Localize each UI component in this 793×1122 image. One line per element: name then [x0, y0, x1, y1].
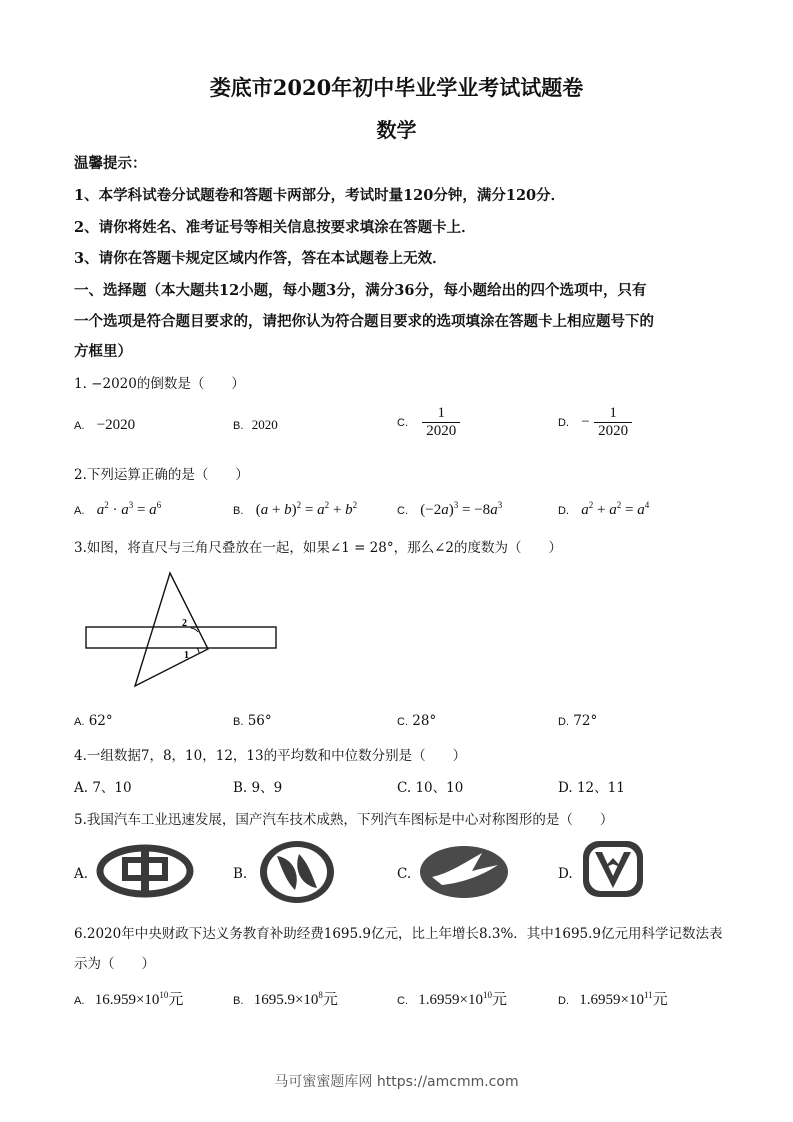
q5-option-c-label[interactable]: C. [397, 866, 412, 882]
question-6-stem-line2: 示为（ ） [74, 956, 155, 972]
q3-option-d[interactable] [558, 713, 597, 729]
option-letter: A. [74, 780, 89, 796]
question-4-stem: 4.一组数据7，8，10，12，13的平均数和中位数分别是（ ） [74, 748, 467, 764]
triangle-shape [135, 573, 208, 686]
q4-option-a[interactable] [74, 776, 132, 796]
sci-base: 1.6959×10 [579, 992, 645, 1008]
q5-option-d-label[interactable]: D. [558, 866, 573, 882]
unit: 元 [652, 992, 668, 1008]
numerator: 1 [609, 405, 617, 421]
sci-exponent: 11 [644, 990, 653, 1000]
option-value [418, 992, 507, 1008]
q2-option-c[interactable] [397, 500, 502, 519]
q1-option-c[interactable] [397, 405, 460, 440]
option-letter: D. [558, 716, 569, 728]
notice-heading: 温馨提示： [74, 155, 147, 172]
option-letter: A. [74, 505, 85, 517]
sci-base: 1695.9×10 [253, 992, 319, 1008]
option-letter: B. [233, 995, 244, 1007]
question-3-stem: 3.如图，将直尺与三角尺叠放在一起，如果∠1 = 28°，那么∠2的度数为（ ） [74, 540, 563, 556]
option-value: 28° [412, 713, 437, 729]
option-value [254, 992, 338, 1008]
footer-watermark[interactable]: 马可蜜蜜题库网 https://amcmm.com [274, 1074, 519, 1090]
option-letter: B. [233, 716, 244, 728]
q1-option-b[interactable] [233, 417, 278, 433]
notice-item: 3、请你在答题卡规定区域内作答，答在本试题卷上无效． [74, 250, 447, 267]
option-letter: C. [397, 995, 408, 1007]
fraction [594, 405, 632, 440]
sci-exponent: 10 [159, 990, 169, 1000]
fraction [422, 405, 460, 440]
option-letter: B. [233, 505, 244, 517]
q6-option-c[interactable] [397, 988, 507, 1009]
option-value: 12、11 [576, 780, 625, 796]
q5-option-a-label[interactable]: A. [74, 866, 89, 882]
option-letter: C. [397, 716, 408, 728]
q4-option-b[interactable] [233, 776, 282, 796]
option-letter: A. [74, 995, 85, 1007]
angle-2-arc [191, 628, 198, 632]
denominator: 2020 [594, 422, 632, 440]
sci-base: 16.959×10 [94, 992, 160, 1008]
question-2-stem: 2.下列运算正确的是（ ） [74, 467, 249, 483]
option-letter: D. [558, 995, 569, 1007]
changhe-logo-icon [416, 843, 512, 901]
option-letter: C. [397, 780, 412, 796]
q6-option-d[interactable] [558, 988, 668, 1009]
sci-base: 1.6959×10 [418, 992, 484, 1008]
q1-option-a[interactable] [74, 417, 135, 434]
option-value: −2020 [96, 417, 136, 433]
page-title: 娄底市2020年初中毕业学业考试试题卷 [209, 75, 584, 100]
q6-option-b[interactable] [233, 988, 338, 1009]
unit: 元 [168, 992, 184, 1008]
option-value: 10、10 [415, 780, 464, 796]
zhonghua-logo-icon [96, 843, 194, 899]
ruler-triangle-figure [80, 570, 290, 695]
option-letter: D. [558, 780, 573, 796]
option-value: 56° [247, 713, 272, 729]
option-formula: $(a + b)^2 = a^2 + b^2$ [255, 500, 358, 518]
q1-option-d[interactable] [558, 405, 632, 440]
option-letter: A. [74, 420, 85, 432]
minus-sign: − [581, 414, 590, 430]
option-letter: C. [397, 417, 408, 429]
option-letter: A. [74, 716, 85, 728]
option-value [579, 992, 667, 1008]
q6-option-a[interactable] [74, 988, 183, 1009]
angle-1-label: 1 [184, 650, 189, 661]
q4-option-c[interactable] [397, 776, 463, 796]
option-formula: $a^2 + a^2 = a^4$ [581, 500, 650, 518]
sci-exponent: 8 [318, 990, 323, 1000]
q2-option-d[interactable] [558, 500, 649, 519]
q3-option-c[interactable] [397, 713, 436, 729]
option-formula: $(-2a)^3 = -8a^3$ [420, 500, 503, 518]
notice-item: 2、请你将姓名、准考证号等相关信息按要求填涂在答题卡上． [74, 219, 476, 236]
unit: 元 [322, 992, 338, 1008]
option-value: 62° [88, 713, 113, 729]
option-value: 72° [573, 713, 598, 729]
sci-exponent: 10 [483, 990, 493, 1000]
option-formula: $a^2 \cdot a^3 = a^6$ [96, 500, 162, 518]
numerator: 1 [437, 405, 446, 421]
denominator: 2020 [422, 422, 460, 440]
option-value: 9、9 [251, 780, 283, 796]
section-heading-line: 一个选项是符合题目要求的，请把你认为符合题目要求的选项填涂在答题卡上相应题号下的 [74, 313, 654, 330]
option-letter: B. [233, 780, 248, 796]
q4-option-d[interactable] [558, 776, 625, 796]
q2-option-a[interactable] [74, 500, 161, 519]
q2-option-b[interactable] [233, 500, 357, 519]
q5-option-b-label[interactable]: B. [233, 866, 248, 882]
angle-1-arc [197, 648, 199, 654]
option-letter: D. [558, 505, 569, 517]
option-value: 7、10 [92, 780, 132, 796]
ruler-shape [86, 627, 276, 648]
notice-item: 1、本学科试卷分试题卷和答题卡两部分，考试时量120分钟，满分120分． [74, 187, 566, 204]
option-letter: B. [233, 420, 244, 432]
dongfeng-logo-icon [257, 838, 337, 906]
q3-option-a[interactable] [74, 713, 113, 729]
unit: 元 [492, 992, 508, 1008]
subject-title: 数学 [376, 118, 417, 142]
question-5-stem: 5.我国汽车工业迅速发展，国产汽车技术成熟，下列汽车图标是中心对称图形的是（ ） [74, 812, 614, 828]
question-1-stem: 1. −2020的倒数是（ ） [74, 376, 245, 392]
option-value: 2020 [251, 417, 278, 432]
option-letter: C. [397, 505, 408, 517]
question-6-stem-line1: 6.2020年中央财政下达义务教育补助经费1695.9亿元，比上年增长8.3%．其中1695.9亿元用科学记数法表 [74, 926, 723, 942]
angle-2-label: 2 [182, 618, 187, 629]
option-letter: D. [558, 417, 569, 429]
q3-option-b[interactable] [233, 713, 272, 729]
option-value [95, 992, 184, 1008]
changan-logo-icon [580, 838, 646, 900]
section-heading-line: 一、选择题（本大题共12小题，每小题3分，满分36分，每小题给出的四个选项中，只有 [74, 282, 647, 299]
section-heading-line: 方框里） [74, 343, 132, 360]
